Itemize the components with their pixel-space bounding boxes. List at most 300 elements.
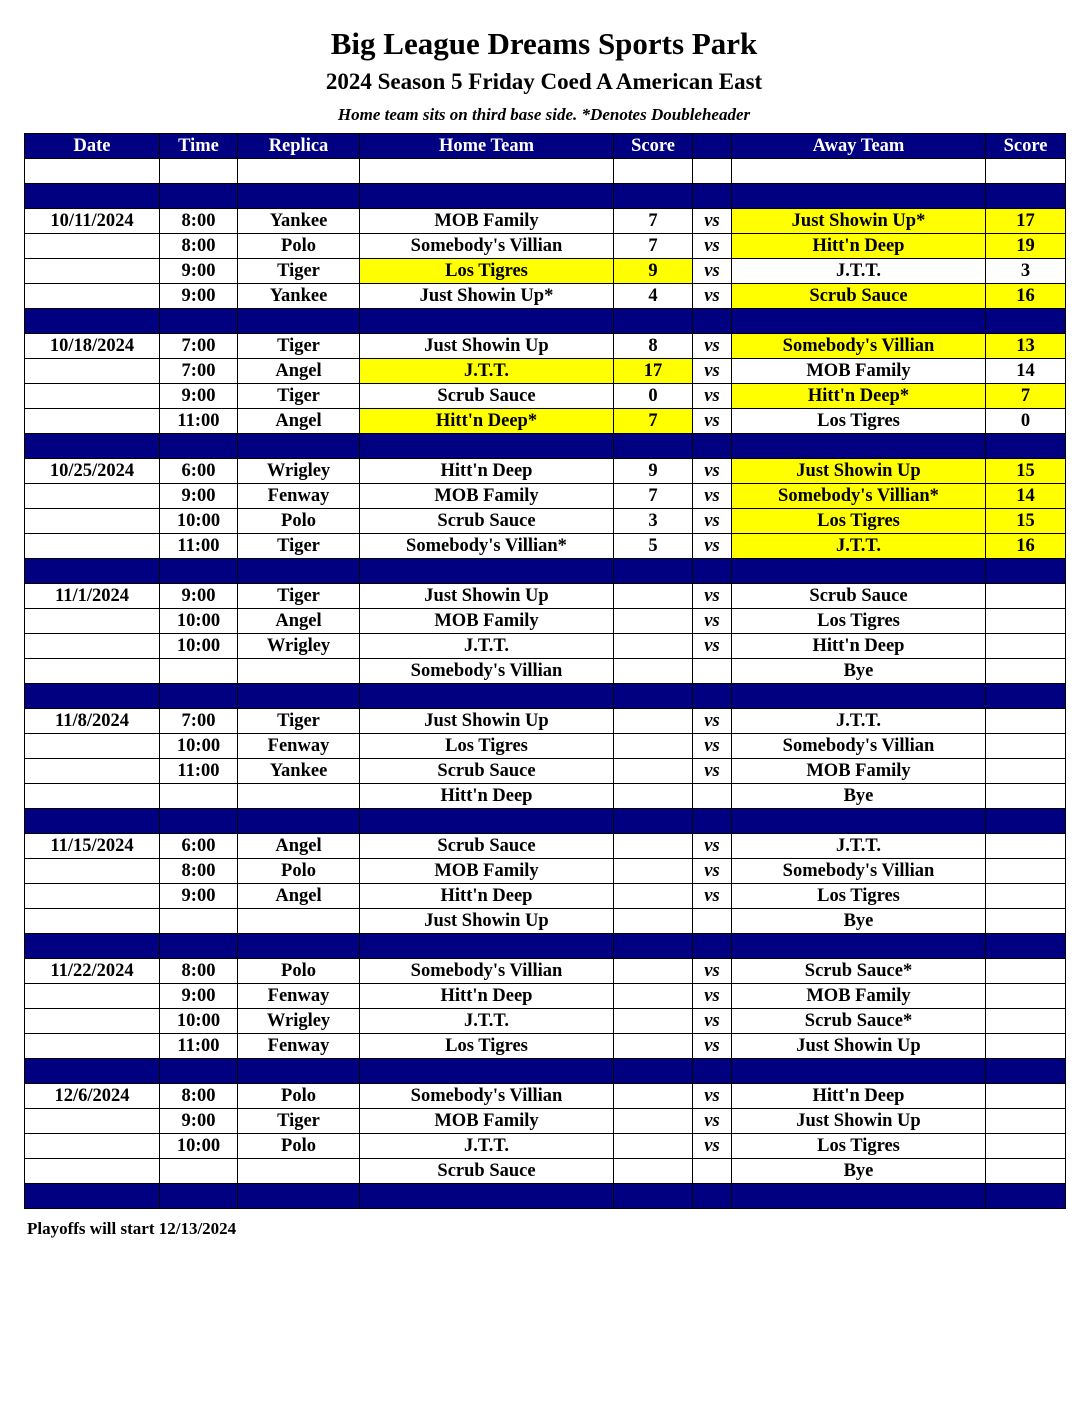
cell-replica: Fenway	[238, 734, 360, 759]
cell-away-team: MOB Family	[732, 984, 986, 1009]
cell-home-score: 3	[614, 509, 693, 534]
cell-date	[25, 984, 160, 1009]
week-separator-row	[25, 434, 1066, 459]
cell-replica: Fenway	[238, 484, 360, 509]
cell-vs: vs	[693, 984, 732, 1009]
game-row	[25, 909, 1066, 934]
cell-home-score	[614, 984, 693, 1009]
cell-vs	[693, 909, 732, 934]
cell-time: 9:00	[160, 259, 238, 284]
cell-date: 11/1/2024	[25, 584, 160, 609]
separator-cell	[25, 684, 160, 709]
game-row	[25, 509, 1066, 534]
cell-time: 7:00	[160, 359, 238, 384]
cell-date	[25, 1159, 160, 1184]
separator-cell	[160, 309, 238, 334]
cell-away-score	[986, 659, 1066, 684]
cell-away-score	[986, 634, 1066, 659]
cell-time: 8:00	[160, 234, 238, 259]
cell-home-score: 4	[614, 284, 693, 309]
cell-vs: vs	[693, 959, 732, 984]
cell-away-team: Los Tigres	[732, 409, 986, 434]
cell-replica: Angel	[238, 409, 360, 434]
week-separator-row	[25, 309, 1066, 334]
cell-home-team: Just Showin Up	[360, 909, 614, 934]
cell-away-score	[986, 884, 1066, 909]
cell-replica: Polo	[238, 1084, 360, 1109]
col-header-date: Date	[25, 134, 160, 159]
game-row	[25, 659, 1066, 684]
separator-cell	[732, 684, 986, 709]
cell-replica: Polo	[238, 509, 360, 534]
cell-home-team: Just Showin Up	[360, 709, 614, 734]
cell-time: 10:00	[160, 1009, 238, 1034]
cell-date	[25, 509, 160, 534]
separator-cell	[986, 1184, 1066, 1209]
cell-replica: Tiger	[238, 1109, 360, 1134]
cell-home-team: Somebody's Villian	[360, 959, 614, 984]
cell-away-score	[986, 1109, 1066, 1134]
cell-away-team: Bye	[732, 784, 986, 809]
cell-vs: vs	[693, 484, 732, 509]
cell-away-score: 13	[986, 334, 1066, 359]
separator-cell	[614, 934, 693, 959]
cell-home-team: J.T.T.	[360, 1134, 614, 1159]
cell-away-team: MOB Family	[732, 359, 986, 384]
cell-date	[25, 1034, 160, 1059]
cell-away-team: Los Tigres	[732, 509, 986, 534]
cell-time: 9:00	[160, 584, 238, 609]
cell-time: 10:00	[160, 609, 238, 634]
cell-away-score	[986, 959, 1066, 984]
separator-cell	[360, 1059, 614, 1084]
week-separator-row	[25, 1184, 1066, 1209]
game-row	[25, 784, 1066, 809]
cell-away-score	[986, 834, 1066, 859]
cell-vs: vs	[693, 534, 732, 559]
cell-home-score	[614, 909, 693, 934]
game-row	[25, 409, 1066, 434]
cell-vs: vs	[693, 384, 732, 409]
cell-home-score	[614, 1009, 693, 1034]
separator-cell	[360, 809, 614, 834]
cell-away-score	[986, 859, 1066, 884]
cell-home-team: J.T.T.	[360, 359, 614, 384]
game-row	[25, 234, 1066, 259]
separator-cell	[238, 1059, 360, 1084]
cell-away-score: 14	[986, 484, 1066, 509]
cell-home-score	[614, 884, 693, 909]
cell-home-score	[614, 1084, 693, 1109]
cell-vs: vs	[693, 1109, 732, 1134]
separator-cell	[238, 309, 360, 334]
game-row	[25, 484, 1066, 509]
col-header-replica: Replica	[238, 134, 360, 159]
game-row	[25, 534, 1066, 559]
cell-vs: vs	[693, 359, 732, 384]
separator-cell	[238, 809, 360, 834]
game-row	[25, 384, 1066, 409]
cell-home-team: Los Tigres	[360, 259, 614, 284]
cell-vs: vs	[693, 759, 732, 784]
separator-cell	[986, 1059, 1066, 1084]
cell-home-score	[614, 1034, 693, 1059]
cell-home-team: Hitt'n Deep*	[360, 409, 614, 434]
cell-date	[25, 1134, 160, 1159]
cell-vs	[693, 659, 732, 684]
cell-date	[25, 884, 160, 909]
cell-away-team: Just Showin Up	[732, 459, 986, 484]
cell-time: 7:00	[160, 709, 238, 734]
cell-away-score: 0	[986, 409, 1066, 434]
schedule-note: Home team sits on third base side. *Denotes Doubleheader	[337, 105, 751, 124]
cell-date	[25, 659, 160, 684]
separator-cell	[693, 934, 732, 959]
cell-replica: Polo	[238, 1134, 360, 1159]
separator-cell	[614, 684, 693, 709]
cell-date	[25, 534, 160, 559]
cell-vs: vs	[693, 609, 732, 634]
separator-cell	[614, 809, 693, 834]
cell-date	[25, 234, 160, 259]
game-row	[25, 1084, 1066, 1109]
separator-cell	[614, 184, 693, 209]
separator-cell	[360, 559, 614, 584]
game-row	[25, 259, 1066, 284]
cell-vs: vs	[693, 1034, 732, 1059]
cell-time: 9:00	[160, 984, 238, 1009]
cell-vs: vs	[693, 734, 732, 759]
blank-cell	[160, 159, 238, 184]
cell-home-score	[614, 659, 693, 684]
game-row	[25, 609, 1066, 634]
cell-time: 10:00	[160, 509, 238, 534]
cell-home-score: 8	[614, 334, 693, 359]
cell-vs: vs	[693, 859, 732, 884]
cell-time: 11:00	[160, 534, 238, 559]
cell-home-team: Just Showin Up	[360, 584, 614, 609]
cell-replica: Tiger	[238, 259, 360, 284]
separator-cell	[238, 1184, 360, 1209]
cell-home-score: 9	[614, 259, 693, 284]
separator-cell	[986, 434, 1066, 459]
separator-cell	[360, 1184, 614, 1209]
cell-away-team: Hitt'n Deep*	[732, 384, 986, 409]
cell-date	[25, 909, 160, 934]
cell-vs: vs	[693, 709, 732, 734]
cell-home-team: Scrub Sauce	[360, 384, 614, 409]
separator-cell	[693, 1059, 732, 1084]
cell-date	[25, 359, 160, 384]
separator-cell	[986, 184, 1066, 209]
game-row	[25, 834, 1066, 859]
cell-time: 10:00	[160, 1134, 238, 1159]
cell-home-team: Hitt'n Deep	[360, 984, 614, 1009]
cell-away-score	[986, 1134, 1066, 1159]
separator-cell	[732, 809, 986, 834]
separator-cell	[732, 1184, 986, 1209]
cell-away-score	[986, 984, 1066, 1009]
separator-cell	[238, 934, 360, 959]
cell-home-team: Somebody's Villian	[360, 234, 614, 259]
cell-vs	[693, 784, 732, 809]
cell-away-team: Scrub Sauce	[732, 584, 986, 609]
cell-home-score: 5	[614, 534, 693, 559]
separator-cell	[614, 559, 693, 584]
cell-replica: Yankee	[238, 284, 360, 309]
cell-date	[25, 259, 160, 284]
separator-cell	[25, 934, 160, 959]
week-separator-row	[25, 559, 1066, 584]
cell-away-team: Just Showin Up	[732, 1034, 986, 1059]
separator-cell	[614, 309, 693, 334]
cell-time: 6:00	[160, 834, 238, 859]
cell-home-team: Hitt'n Deep	[360, 784, 614, 809]
blank-row	[25, 159, 1066, 184]
cell-away-score	[986, 709, 1066, 734]
cell-home-team: MOB Family	[360, 484, 614, 509]
cell-home-team: MOB Family	[360, 1109, 614, 1134]
cell-replica	[238, 659, 360, 684]
page-title: Big League Dreams Sports Park	[330, 26, 758, 61]
cell-vs: vs	[693, 1009, 732, 1034]
separator-cell	[360, 684, 614, 709]
cell-away-team: Hitt'n Deep	[732, 634, 986, 659]
cell-replica: Wrigley	[238, 634, 360, 659]
cell-home-score: 7	[614, 484, 693, 509]
cell-vs: vs	[693, 409, 732, 434]
cell-home-team: Somebody's Villian	[360, 659, 614, 684]
cell-time: 11:00	[160, 759, 238, 784]
game-row	[25, 209, 1066, 234]
cell-away-team: Bye	[732, 909, 986, 934]
game-row	[25, 984, 1066, 1009]
cell-home-score	[614, 834, 693, 859]
separator-cell	[160, 684, 238, 709]
cell-away-team: Somebody's Villian	[732, 734, 986, 759]
cell-time: 11:00	[160, 1034, 238, 1059]
cell-away-score	[986, 759, 1066, 784]
separator-cell	[238, 434, 360, 459]
cell-away-team: Scrub Sauce*	[732, 1009, 986, 1034]
cell-date	[25, 734, 160, 759]
cell-away-score: 15	[986, 509, 1066, 534]
cell-away-team: Just Showin Up	[732, 1109, 986, 1134]
separator-cell	[238, 559, 360, 584]
cell-date	[25, 484, 160, 509]
game-row	[25, 1034, 1066, 1059]
cell-home-score: 9	[614, 459, 693, 484]
cell-replica: Angel	[238, 834, 360, 859]
separator-cell	[360, 434, 614, 459]
game-row	[25, 284, 1066, 309]
cell-away-team: MOB Family	[732, 759, 986, 784]
cell-vs: vs	[693, 834, 732, 859]
cell-date	[25, 859, 160, 884]
col-header-time: Time	[160, 134, 238, 159]
cell-away-score	[986, 1084, 1066, 1109]
separator-cell	[986, 309, 1066, 334]
cell-time	[160, 1159, 238, 1184]
cell-date: 10/18/2024	[25, 334, 160, 359]
game-row	[25, 1159, 1066, 1184]
cell-vs: vs	[693, 509, 732, 534]
cell-away-score: 15	[986, 459, 1066, 484]
cell-home-score	[614, 709, 693, 734]
cell-time: 8:00	[160, 209, 238, 234]
week-separator-row	[25, 934, 1066, 959]
cell-vs: vs	[693, 584, 732, 609]
blank-cell	[732, 159, 986, 184]
cell-away-team: Somebody's Villian*	[732, 484, 986, 509]
cell-replica	[238, 909, 360, 934]
cell-away-team: J.T.T.	[732, 534, 986, 559]
cell-replica: Tiger	[238, 384, 360, 409]
cell-time: 8:00	[160, 1084, 238, 1109]
cell-time	[160, 784, 238, 809]
game-row	[25, 1134, 1066, 1159]
cell-away-team: J.T.T.	[732, 709, 986, 734]
separator-cell	[160, 184, 238, 209]
cell-home-score: 7	[614, 234, 693, 259]
cell-replica: Polo	[238, 959, 360, 984]
cell-vs: vs	[693, 1134, 732, 1159]
cell-home-team: Just Showin Up	[360, 334, 614, 359]
separator-cell	[693, 809, 732, 834]
game-row	[25, 759, 1066, 784]
cell-replica: Tiger	[238, 534, 360, 559]
cell-vs: vs	[693, 209, 732, 234]
week-separator-row	[25, 1059, 1066, 1084]
cell-away-team: Somebody's Villian	[732, 334, 986, 359]
cell-time: 9:00	[160, 1109, 238, 1134]
game-row	[25, 584, 1066, 609]
separator-cell	[986, 934, 1066, 959]
separator-cell	[693, 434, 732, 459]
cell-vs: vs	[693, 884, 732, 909]
schedule-body	[25, 159, 1066, 1209]
separator-cell	[693, 184, 732, 209]
blank-cell	[360, 159, 614, 184]
separator-cell	[238, 684, 360, 709]
cell-replica	[238, 784, 360, 809]
cell-replica: Wrigley	[238, 459, 360, 484]
cell-vs: vs	[693, 634, 732, 659]
cell-home-score: 0	[614, 384, 693, 409]
page-subtitle: 2024 Season 5 Friday Coed A American East	[325, 69, 763, 94]
col-header-home-team: Home Team	[360, 134, 614, 159]
cell-date: 11/22/2024	[25, 959, 160, 984]
cell-away-score: 14	[986, 359, 1066, 384]
header-row	[25, 134, 1066, 159]
cell-date: 11/15/2024	[25, 834, 160, 859]
cell-away-team: J.T.T.	[732, 834, 986, 859]
separator-cell	[160, 1184, 238, 1209]
col-header-away-score: Score	[986, 134, 1066, 159]
separator-cell	[25, 809, 160, 834]
separator-cell	[160, 434, 238, 459]
cell-replica: Angel	[238, 609, 360, 634]
separator-cell	[693, 684, 732, 709]
cell-home-score	[614, 959, 693, 984]
blank-cell	[614, 159, 693, 184]
cell-home-score	[614, 784, 693, 809]
cell-away-team: Just Showin Up*	[732, 209, 986, 234]
game-row	[25, 709, 1066, 734]
cell-date	[25, 609, 160, 634]
cell-home-score	[614, 634, 693, 659]
cell-home-team: Los Tigres	[360, 734, 614, 759]
cell-home-team: J.T.T.	[360, 1009, 614, 1034]
cell-home-team: Scrub Sauce	[360, 1159, 614, 1184]
cell-home-team: J.T.T.	[360, 634, 614, 659]
cell-date	[25, 384, 160, 409]
cell-replica: Tiger	[238, 709, 360, 734]
separator-cell	[25, 1059, 160, 1084]
blank-cell	[238, 159, 360, 184]
cell-home-team: Somebody's Villian*	[360, 534, 614, 559]
cell-away-score: 3	[986, 259, 1066, 284]
cell-away-team: Scrub Sauce*	[732, 959, 986, 984]
cell-home-team: MOB Family	[360, 609, 614, 634]
cell-replica: Yankee	[238, 759, 360, 784]
separator-cell	[25, 184, 160, 209]
separator-cell	[732, 559, 986, 584]
cell-replica: Polo	[238, 859, 360, 884]
separator-cell	[25, 559, 160, 584]
game-row	[25, 459, 1066, 484]
cell-date	[25, 409, 160, 434]
cell-home-team: Hitt'n Deep	[360, 884, 614, 909]
cell-home-team: Somebody's Villian	[360, 1084, 614, 1109]
separator-cell	[238, 184, 360, 209]
cell-date: 11/8/2024	[25, 709, 160, 734]
game-row	[25, 359, 1066, 384]
cell-date: 10/11/2024	[25, 209, 160, 234]
cell-time: 9:00	[160, 384, 238, 409]
cell-vs: vs	[693, 259, 732, 284]
cell-away-team: Bye	[732, 659, 986, 684]
cell-date: 12/6/2024	[25, 1084, 160, 1109]
cell-time: 9:00	[160, 884, 238, 909]
cell-home-score	[614, 609, 693, 634]
cell-away-team: Scrub Sauce	[732, 284, 986, 309]
cell-date	[25, 284, 160, 309]
cell-home-score	[614, 759, 693, 784]
cell-away-score	[986, 609, 1066, 634]
separator-cell	[732, 184, 986, 209]
cell-home-team: Scrub Sauce	[360, 509, 614, 534]
cell-away-team: Hitt'n Deep	[732, 234, 986, 259]
cell-away-team: Hitt'n Deep	[732, 1084, 986, 1109]
cell-home-team: Scrub Sauce	[360, 834, 614, 859]
cell-vs: vs	[693, 459, 732, 484]
cell-time: 9:00	[160, 484, 238, 509]
cell-replica: Fenway	[238, 984, 360, 1009]
cell-replica: Polo	[238, 234, 360, 259]
cell-away-score: 16	[986, 284, 1066, 309]
cell-date	[25, 1009, 160, 1034]
playoffs-note: Playoffs will start 12/13/2024	[27, 1219, 237, 1238]
separator-cell	[986, 809, 1066, 834]
cell-away-score	[986, 734, 1066, 759]
cell-home-score	[614, 859, 693, 884]
separator-cell	[160, 809, 238, 834]
cell-home-team: Hitt'n Deep	[360, 459, 614, 484]
separator-cell	[25, 434, 160, 459]
week-separator-row	[25, 809, 1066, 834]
separator-cell	[160, 934, 238, 959]
